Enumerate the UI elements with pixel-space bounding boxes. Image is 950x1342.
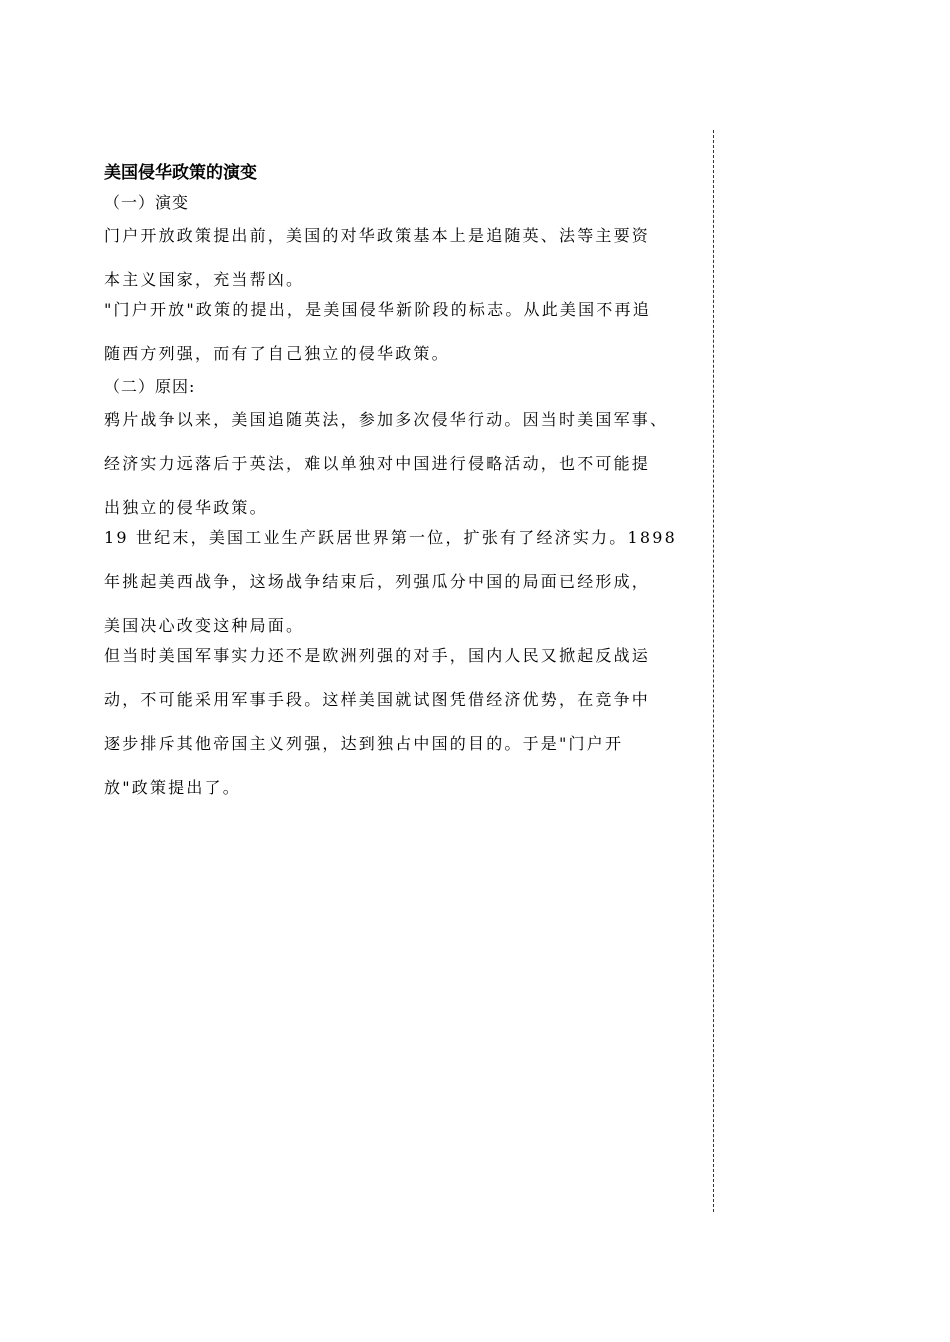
paragraph-line: 本主义国家，充当帮凶。: [104, 270, 305, 289]
paragraph-line: 放"政策提出了。: [104, 778, 241, 797]
paragraph-line: "门户开放"政策的提出，是美国侵华新阶段的标志。从此美国不再追: [104, 300, 651, 319]
paragraph-line: 鸦片战争以来，美国追随英法，参加多次侵华行动。因当时美国军事、: [104, 410, 669, 429]
paragraph-line: 经济实力远落后于英法，难以单独对中国进行侵略活动，也不可能提: [104, 454, 651, 473]
spacer: [104, 322, 704, 342]
document-body: [104, 158, 704, 800]
binding-dashed-line: [713, 130, 714, 1212]
spacer: [104, 756, 704, 776]
spacer: [104, 476, 704, 496]
paragraph-line: 随西方列强，而有了自己独立的侵华政策。: [104, 344, 450, 363]
paragraph-line: 出独立的侵华政策。: [104, 498, 268, 517]
paragraph-line: 逐步排斥其他帝国主义列强，达到独占中国的目的。于是"门户开: [104, 734, 624, 753]
spacer: [104, 432, 704, 452]
spacer: [104, 712, 704, 732]
paragraph-line: 但当时美国军事实力还不是欧洲列强的对手，国内人民又掀起反战运: [104, 646, 651, 665]
paragraph-line: 动，不可能采用军事手段。这样美国就试图凭借经济优势，在竞争中: [104, 690, 651, 709]
paragraph-line: 19 世纪末，美国工业生产跃居世界第一位，扩张有了经济实力。1898: [104, 528, 677, 547]
paragraph-line: 美国决心改变这种局面。: [104, 616, 305, 635]
paragraph-line: 年挑起美西战争，这场战争结束后，列强瓜分中国的局面已经形成，: [104, 572, 651, 591]
spacer: [104, 248, 704, 268]
spacer: [104, 668, 704, 688]
section-heading-evolution: （一）演变: [104, 193, 190, 212]
spacer: [104, 550, 704, 570]
section-heading-reasons: （二）原因:: [104, 377, 196, 396]
paragraph-line: 门户开放政策提出前，美国的对华政策基本上是追随英、法等主要资: [104, 226, 651, 245]
page-title: 美国侵华政策的演变: [104, 163, 257, 183]
spacer: [104, 594, 704, 614]
